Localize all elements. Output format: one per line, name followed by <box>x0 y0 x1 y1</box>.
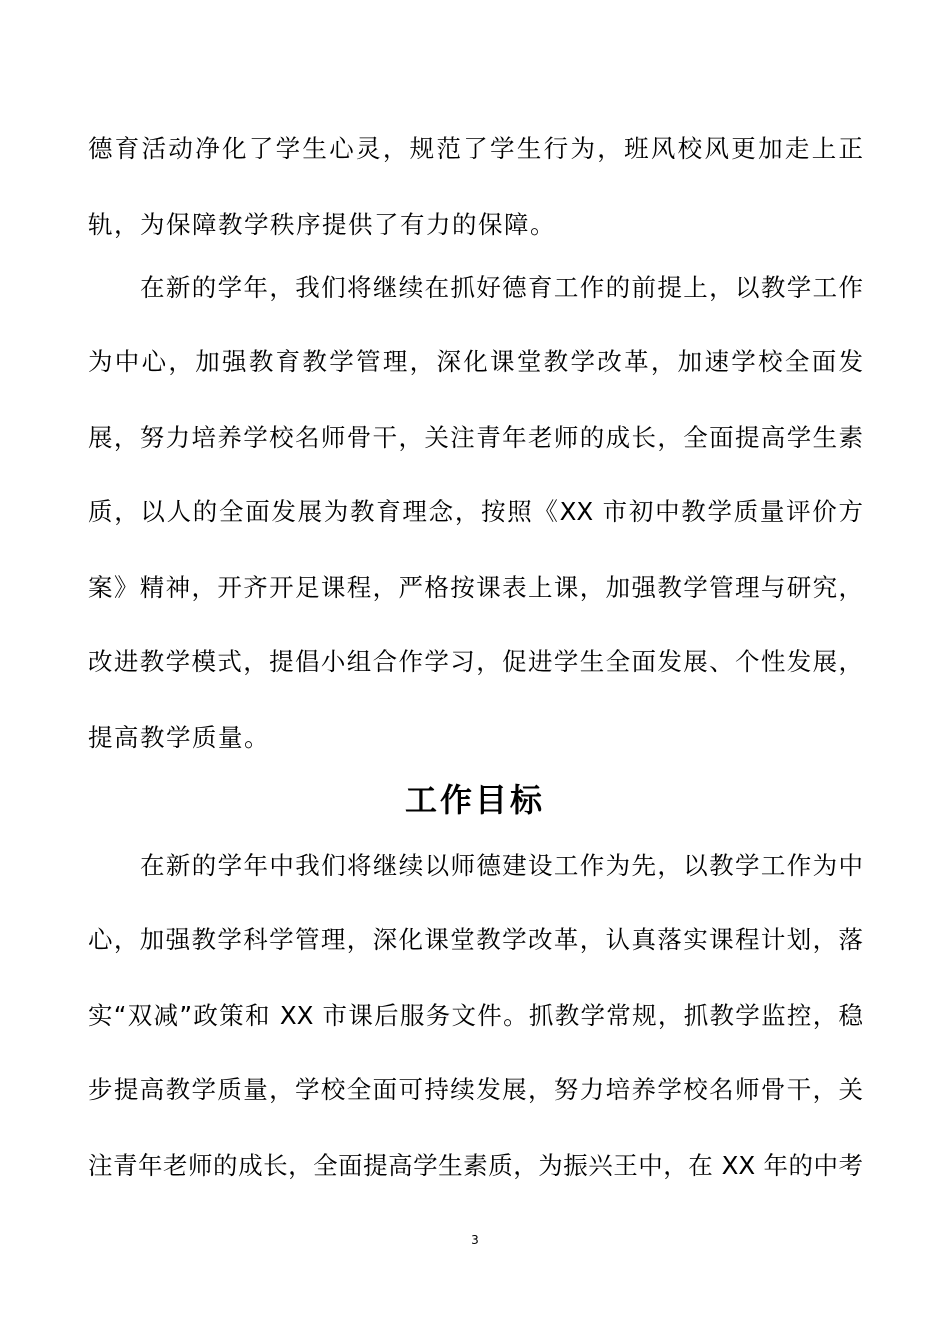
paragraph-2-line-7: 提高教学质量。 <box>88 723 270 752</box>
paragraph-2-line-2: 为中心，加强教育教学管理，深化课堂教学改革，加速学校全面发 <box>88 347 863 376</box>
paragraph-2-line-4: 质，以人的全面发展为教育理念，按照《XX 市初中教学质量评价方 <box>88 497 863 526</box>
paragraph-1-line-2: 轨，为保障教学秩序提供了有力的保障。 <box>88 210 556 239</box>
paragraph-3-line-3: 实“双减”政策和 XX 市课后服务文件。抓教学常规，抓教学监控，稳 <box>88 1001 863 1030</box>
paragraph-2-line-5: 案》精神，开齐开足课程，严格按课表上课，加强教学管理与研究， <box>88 573 863 602</box>
paragraph-3-line-1: 在新的学年中我们将继续以师德建设工作为先，以教学工作为中 <box>140 851 863 880</box>
paragraph-2-line-6: 改进教学模式，提倡小组合作学习，促进学生全面发展、个性发展， <box>88 647 863 676</box>
paragraph-2-line-3: 展，努力培养学校名师骨干，关注青年老师的成长，全面提高学生素 <box>88 423 863 452</box>
page-number: 3 <box>471 1233 479 1247</box>
paragraph-1-line-1: 德育活动净化了学生心灵，规范了学生行为，班风校风更加走上正 <box>88 134 863 163</box>
paragraph-3-line-4: 步提高教学质量，学校全面可持续发展，努力培养学校名师骨干，关 <box>88 1075 863 1104</box>
paragraph-2-line-1: 在新的学年，我们将继续在抓好德育工作的前提上，以教学工作 <box>140 273 863 302</box>
paragraph-3-line-5: 注青年老师的成长，全面提高学生素质，为振兴王中，在 XX 年的中考 <box>88 1151 863 1180</box>
section-heading: 工作目标 <box>404 781 545 819</box>
paragraph-3-line-2: 心，加强教学科学管理，深化课堂教学改革，认真落实课程计划，落 <box>88 925 863 954</box>
